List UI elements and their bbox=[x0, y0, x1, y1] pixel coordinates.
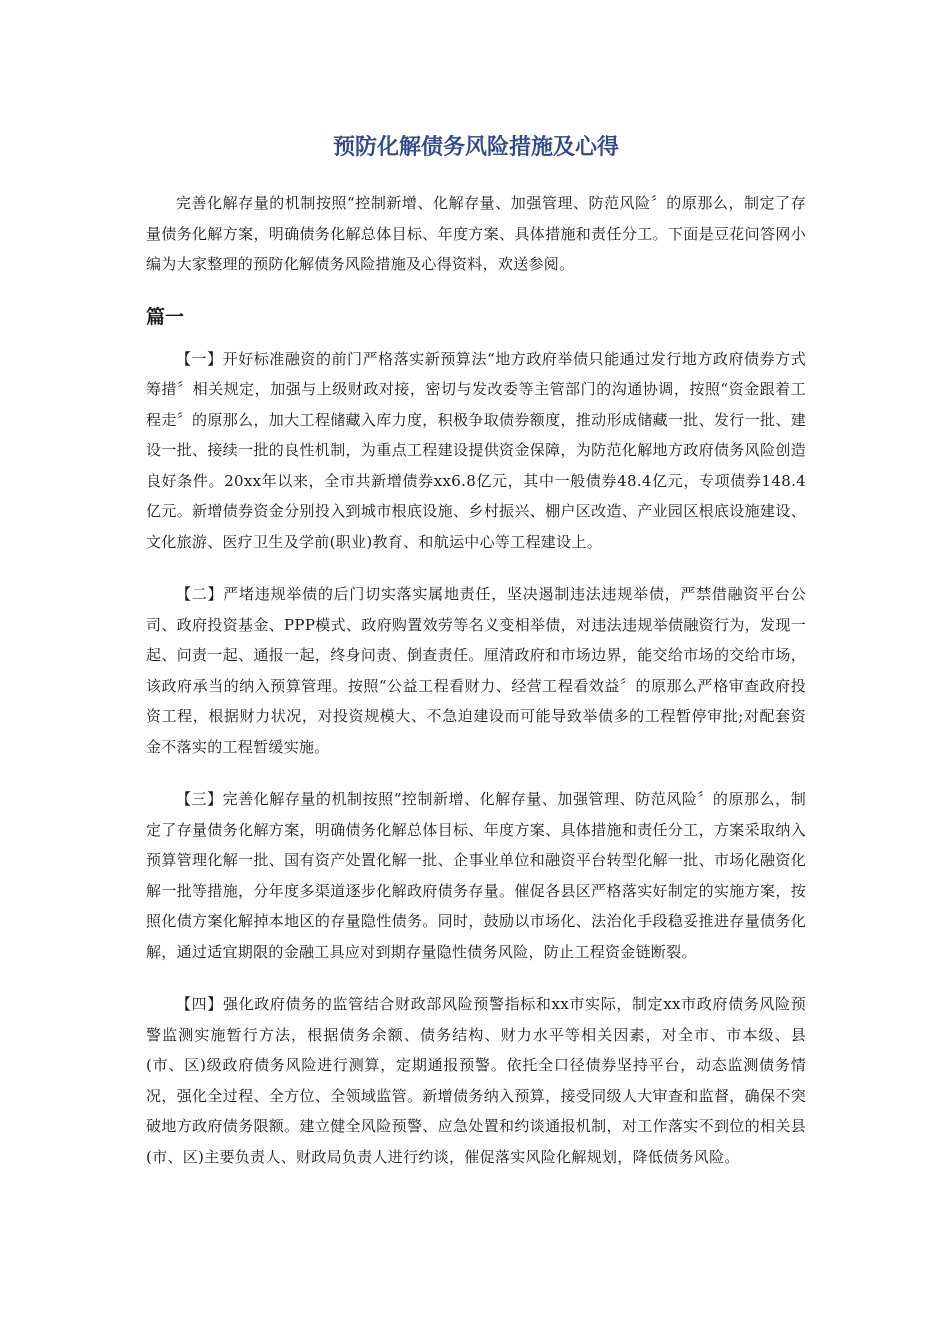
section-heading: 篇一 bbox=[146, 305, 185, 328]
paragraph-item-4: 【四】强化政府债务的监管结合财政部风险预警指标和xx市实际，制定xx市政府债务风险预警监测实施暂行方法，根据债务余额、债务结构、财力水平等相关因素，对全市、市本级、县(市、区)级政府债务风险进行测算，定期通报预警。依托全口径债券坚持平台，动态监测债务情况，强化全过程、全方位、全领域监管。新增债务纳入预算，接受同级人大审查和监督，确保不突破地方政府债务限额。建立健全风险预警、应急处置和约谈通报机制，对工作落实不到位的相关县(市、区)主要负责人、财政局负责人进行约谈，催促落实风险化解规划，降低债务风险。 bbox=[146, 995, 806, 1166]
paragraph-item-2: 【二】严堵违规举债的后门切实落实属地责任，坚决遏制违法违规举债，严禁借融资平台公司、政府投资基金、PPP模式、政府购置效劳等名义变相举债，对违法违规举债融资行为，发现一起、问责一起、通报一起，终身问责、倒查责任。厘清政府和市场边界，能交给市场的交给市场，该政府承当的纳入预算管理。按照“公益工程看财力、经营工程看效益〞的原那么严格审查政府投资工程，根据财力状况，对投资规模大、不急迫建设而可能导致举债多的工程暂停审批;对配套资金不落实的工程暂缓实施。 bbox=[146, 585, 806, 756]
paragraph-item-3: 【三】完善化解存量的机制按照“控制新增、化解存量、加强管理、防范风险〞的原那么，制定了存量债务化解方案，明确债务化解总体目标、年度方案、具体措施和责任分工，方案采取纳入预算管理化解一批、国有资产处置化解一批、企事业单位和融资平台转型化解一批、市场化融资化解一批等措施，分年度多渠道逐步化解政府债务存量。催促各县区严格落实好制定的实施方案，按照化债方案化解掉本地区的存量隐性债务。同时，鼓励以市场化、法治化手段稳妥推进存量债务化解，通过适宜期限的金融工具应对到期存量隐性债务风险，防止工程资金链断裂。 bbox=[146, 790, 806, 961]
intro-paragraph: 完善化解存量的机制按照“控制新增、化解存量、加强管理、防范风险〞的原那么，制定了存量债务化解方案，明确债务化解总体目标、年度方案、具体措施和责任分工。下面是豆花问答网小编为大家整理的预防化解债务风险措施及心得资料，欢送参阅。 bbox=[146, 194, 806, 273]
paragraph-item-1: 【一】开好标准融资的前门严格落实新预算法“地方政府举债只能通过发行地方政府债券方式筹措〞相关规定，加强与上级财政对接，密切与发改委等主管部门的沟通协调，按照“资金跟着工程走〞的原那么，加大工程储藏入库力度，积极争取债券额度，推动形成储藏一批、发行一批、建设一批、接续一批的良性机制，为重点工程建设提供资金保障，为防范化解地方政府债务风险创造良好条件。20xx年以来，全市共新增债券xx6.8亿元，其中一般债券48.4亿元，专项债券148.4亿元。新增债券资金分别投入到城市根底设施、乡村振兴、棚户区改造、产业园区根底设施建设、文化旅游、医疗卫生及学前(职业)教育、和航运中心等工程建设上。 bbox=[146, 349, 806, 551]
document-title: 预防化解债务风险措施及心得 bbox=[332, 135, 619, 160]
document-page bbox=[146, 130, 806, 1194]
